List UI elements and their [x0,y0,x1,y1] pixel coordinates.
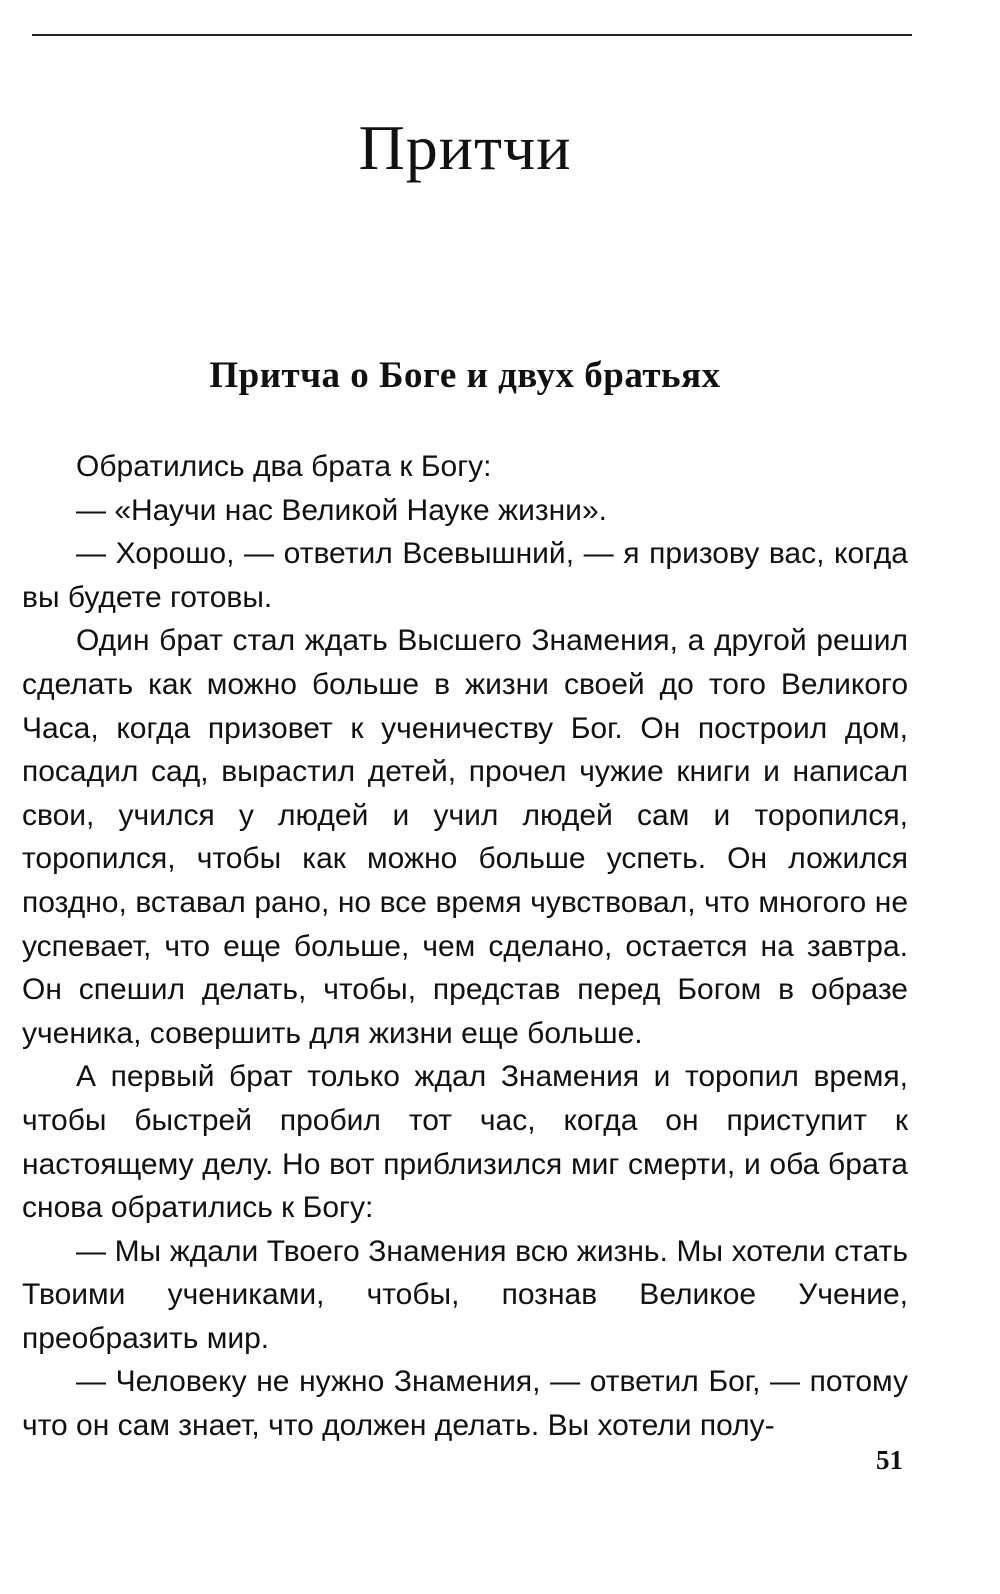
paragraph: Один брат стал ждать Высшего Знамения, а другой решил сделать как можно больше в жизни своей до того Великого Часа, когда призовет к ученичеству Бог. Он построил дом, посадил сад, вырастил детей, прочел чужие книги и написал свои, учился у людей и учил людей сам и торопился, торопился, чтобы как можно больше успеть. Он ложился поздно, вставал рано, но все время чувствовал, что многого не успевает, что еще больше, чем сделано, остается на завтра. Он спешил делать, чтобы, представ перед Богом в образе ученика, совершить для жизни еще больше. [22,624,908,1050]
paragraph: А первый брат только ждал Знамения и торопил время, чтобы быстрей пробил тот час, когда он приступит к настоящему делу. Но вот приблизился миг смерти, и оба брата снова обратились к Богу: [22,1060,908,1225]
paragraph: — Хорошо, — ответил Всевышний, — я призову вас, когда вы будете готовы. [22,537,908,614]
paragraph: — Мы ждали Твоего Знамения всю жизнь. Мы хотели стать Твоими учениками, чтобы, познав Великое Учение, преобразить мир. [22,1234,908,1355]
paragraph: Обратились два брата к Богу: [76,450,492,483]
body-text [22,445,908,1448]
paragraph: — «Научи нас Великой Науке жизни». [76,493,607,527]
chapter-title: Притчи [358,112,572,183]
paragraph: — Человеку не нужно Знамения, — ответил Бог, — потому что он сам знает, что должен делать. Вы хотели полу- [22,1365,908,1443]
header-rule [32,34,912,36]
page-number: 51 [876,1445,903,1475]
section-title: Притча о Боге и двух братьях [209,355,721,396]
